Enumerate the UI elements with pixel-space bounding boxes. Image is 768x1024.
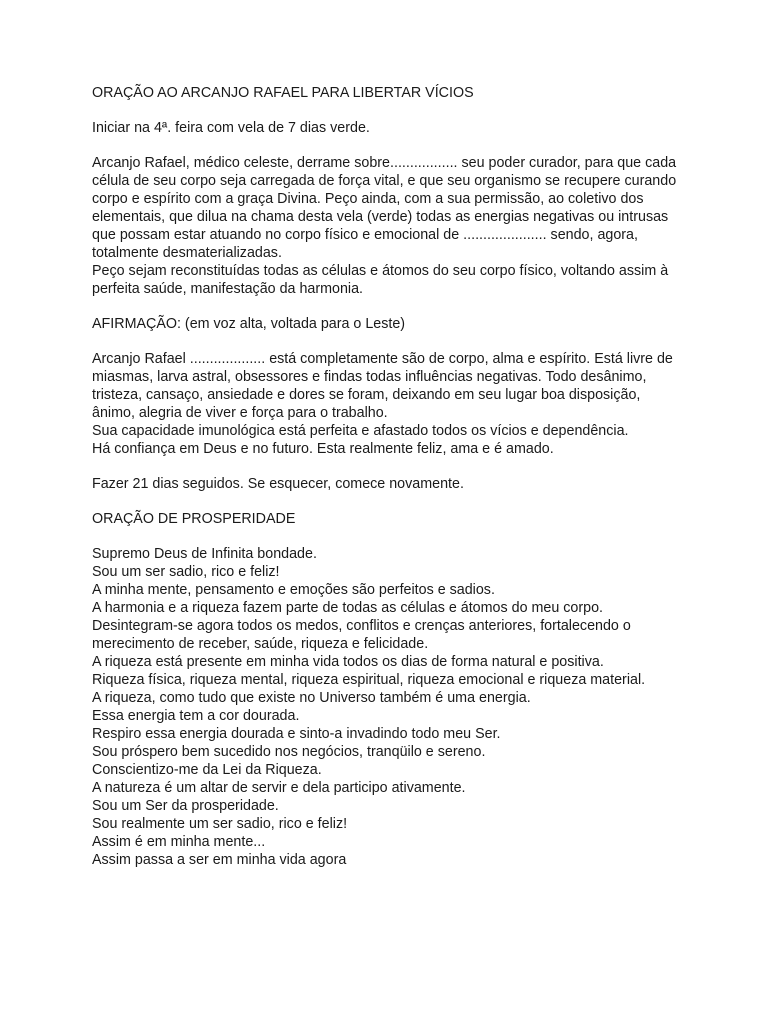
text-line: corpo e espírito com a graça Divina. Peço ainda, com a sua permissão, ao coletivo dos: [92, 191, 644, 207]
closing-instruction: Fazer 21 dias seguidos. Se esquecer, comece novamente.: [92, 476, 464, 492]
text-line: Há confiança em Deus e no futuro. Esta realmente feliz, ama e é amado.: [92, 441, 554, 457]
text-line: Arcanjo Rafael, médico celeste, derrame sobre................. seu poder curador, para que cada: [92, 155, 677, 171]
text-line: Arcanjo Rafael ................... está completamente são de corpo, alma e espírito. Está livre de: [92, 351, 673, 367]
text-line: elementais, que dilua na chama desta vela (verde) todas as energias negativas ou intrusas: [92, 209, 669, 225]
text-line: miasmas, larva astral, obsessores e findas todas influências negativas. Todo desânimo,: [92, 369, 647, 385]
text-line: perfeita saúde, manifestação da harmonia.: [92, 281, 364, 297]
text-line: Sou realmente um ser sadio, rico e feliz!: [92, 816, 348, 832]
start-instruction: Iniciar na 4ª. feira com vela de 7 dias verde.: [92, 120, 370, 136]
text-line: Respiro essa energia dourada e sinto-a invadindo todo meu Ser.: [92, 726, 501, 742]
text-line: A minha mente, pensamento e emoções são perfeitos e sadios.: [92, 582, 495, 598]
spacer: [92, 333, 728, 350]
spacer: [92, 528, 728, 545]
text-line: Assim é em minha mente...: [92, 834, 266, 850]
title-rafael-prayer: ORAÇÃO AO ARCANJO RAFAEL PARA LIBERTAR VÍCIOS: [92, 85, 474, 101]
affirmation-heading: AFIRMAÇÃO: (em voz alta, voltada para o Leste): [92, 316, 406, 332]
text-line: Sua capacidade imunológica está perfeita e afastado todos os vícios e dependência.: [92, 423, 629, 439]
text-line: célula de seu corpo seja carregada de força vital, e que seu organismo se recupere curando: [92, 173, 677, 189]
spacer: [92, 102, 728, 119]
text-line: A harmonia e a riqueza fazem parte de todas as células e átomos do meu corpo.: [92, 600, 604, 616]
text-line: Desintegram-se agora todos os medos, conflitos e crenças anteriores, fortalecendo o: [92, 618, 631, 634]
rafael-prayer-paragraph: [92, 154, 728, 298]
text-line: que possam estar atuando no corpo físico e emocional de ..................... sendo, agora,: [92, 227, 638, 243]
text-line: Conscientizo-me da Lei da Riqueza.: [92, 762, 322, 778]
spacer: [92, 137, 728, 154]
spacer: [92, 298, 728, 315]
text-line: tristeza, cansaço, ansiedade e dores se foram, deixando em seu lugar boa disposição,: [92, 387, 641, 403]
affirmation-paragraph: [92, 350, 728, 458]
text-line: A riqueza, como tudo que existe no Universo também é uma energia.: [92, 690, 531, 706]
text-line: Peço sejam reconstituídas todas as células e átomos do seu corpo físico, voltando assim à: [92, 263, 669, 279]
text-line: merecimento de receber, saúde, riqueza e felicidade.: [92, 636, 429, 652]
text-line: ânimo, alegria de viver e força para o trabalho.: [92, 405, 388, 421]
spacer: [92, 458, 728, 475]
prosperity-prayer-paragraph: [92, 545, 728, 869]
text-line: totalmente desmaterializadas.: [92, 245, 282, 261]
text-line: Essa energia tem a cor dourada.: [92, 708, 300, 724]
text-line: Assim passa a ser em minha vida agora: [92, 852, 347, 868]
text-line: A riqueza está presente em minha vida todos os dias de forma natural e positiva.: [92, 654, 604, 670]
spacer: [92, 493, 728, 510]
text-line: Supremo Deus de Infinita bondade.: [92, 546, 317, 562]
text-line: A natureza é um altar de servir e dela participo ativamente.: [92, 780, 466, 796]
text-line: Sou um Ser da prosperidade.: [92, 798, 279, 814]
title-prosperity-prayer: ORAÇÃO DE PROSPERIDADE: [92, 511, 296, 527]
text-line: Sou um ser sadio, rico e feliz!: [92, 564, 280, 580]
text-line: Sou próspero bem sucedido nos negócios, tranqüilo e sereno.: [92, 744, 486, 760]
text-line: Riqueza física, riqueza mental, riqueza espiritual, riqueza emocional e riqueza material.: [92, 672, 646, 688]
